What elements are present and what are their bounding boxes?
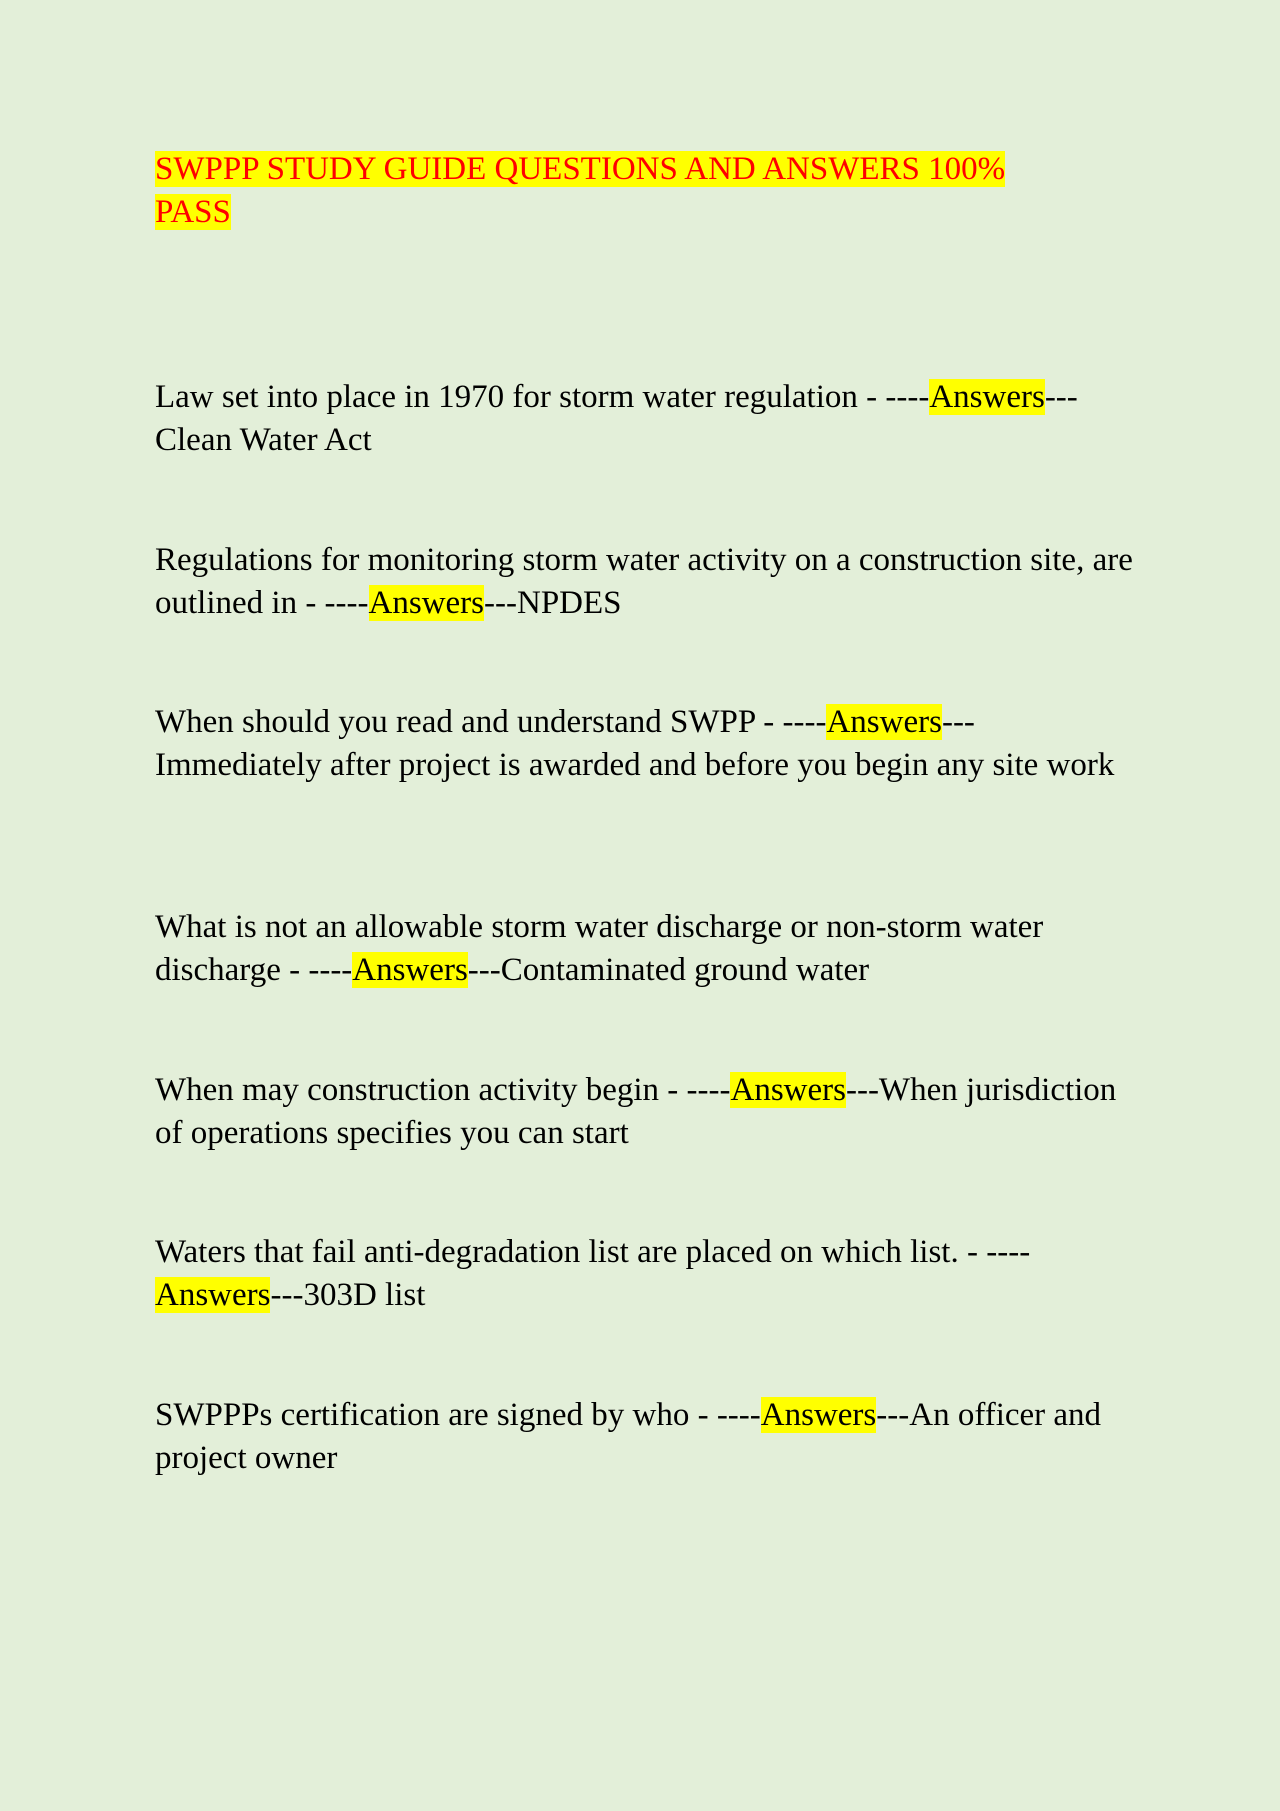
title-line-1: SWPPP STUDY GUIDE QUESTIONS AND ANSWERS 100% <box>155 151 1006 187</box>
answers-highlight: Answers <box>929 379 1045 415</box>
answer-text: ---When jurisdiction of operations specifies you can start <box>155 1072 1117 1151</box>
answer-text: ---303D list <box>270 1276 426 1313</box>
answers-highlight: Answers <box>760 1397 877 1433</box>
question-text: Waters that fail anti-degradation list are placed on which list. - ---- <box>155 1234 1031 1270</box>
document-title <box>155 148 1115 234</box>
qa-item-1 <box>155 376 1145 461</box>
answers-highlight: Answers <box>155 1276 271 1313</box>
answers-highlight: Answers <box>352 951 468 988</box>
qa-item-6 <box>155 1231 1145 1316</box>
answers-highlight: Answers <box>368 584 485 621</box>
question-text: Regulations for monitoring storm water activity on a construction site, are outlined in - ---- <box>155 542 1133 621</box>
question-text: SWPPPs certification are signed by who - ---- <box>155 1397 761 1433</box>
question-text: Law set into place in 1970 for storm water regulation - ---- <box>155 379 930 415</box>
title-line-2: PASS <box>155 194 231 230</box>
question-text: When should you read and understand SWPP - ---- <box>155 704 827 740</box>
answer-text: Clean Water Act <box>155 421 372 458</box>
qa-item-3 <box>155 701 1145 786</box>
answers-highlight: Answers <box>826 704 942 740</box>
qa-item-5 <box>155 1069 1145 1154</box>
question-text: When may construction activity begin - ---- <box>155 1072 731 1108</box>
answer-text: Immediately after project is awarded and before you begin any site work <box>155 746 1115 783</box>
qa-item-4 <box>155 906 1145 991</box>
qa-item-7 <box>155 1394 1145 1479</box>
answer-text: ---NPDES <box>484 584 622 621</box>
answers-highlight: Answers <box>730 1072 846 1108</box>
answer-text: ---Contaminated ground water <box>467 951 870 988</box>
answer-prefix: --- <box>1044 379 1078 415</box>
qa-item-2 <box>155 539 1145 624</box>
answer-text: ---An officer and project owner <box>155 1397 1102 1476</box>
question-text: What is not an allowable storm water discharge or non-storm water discharge - ---- <box>155 909 1044 988</box>
answer-prefix: --- <box>941 704 975 740</box>
